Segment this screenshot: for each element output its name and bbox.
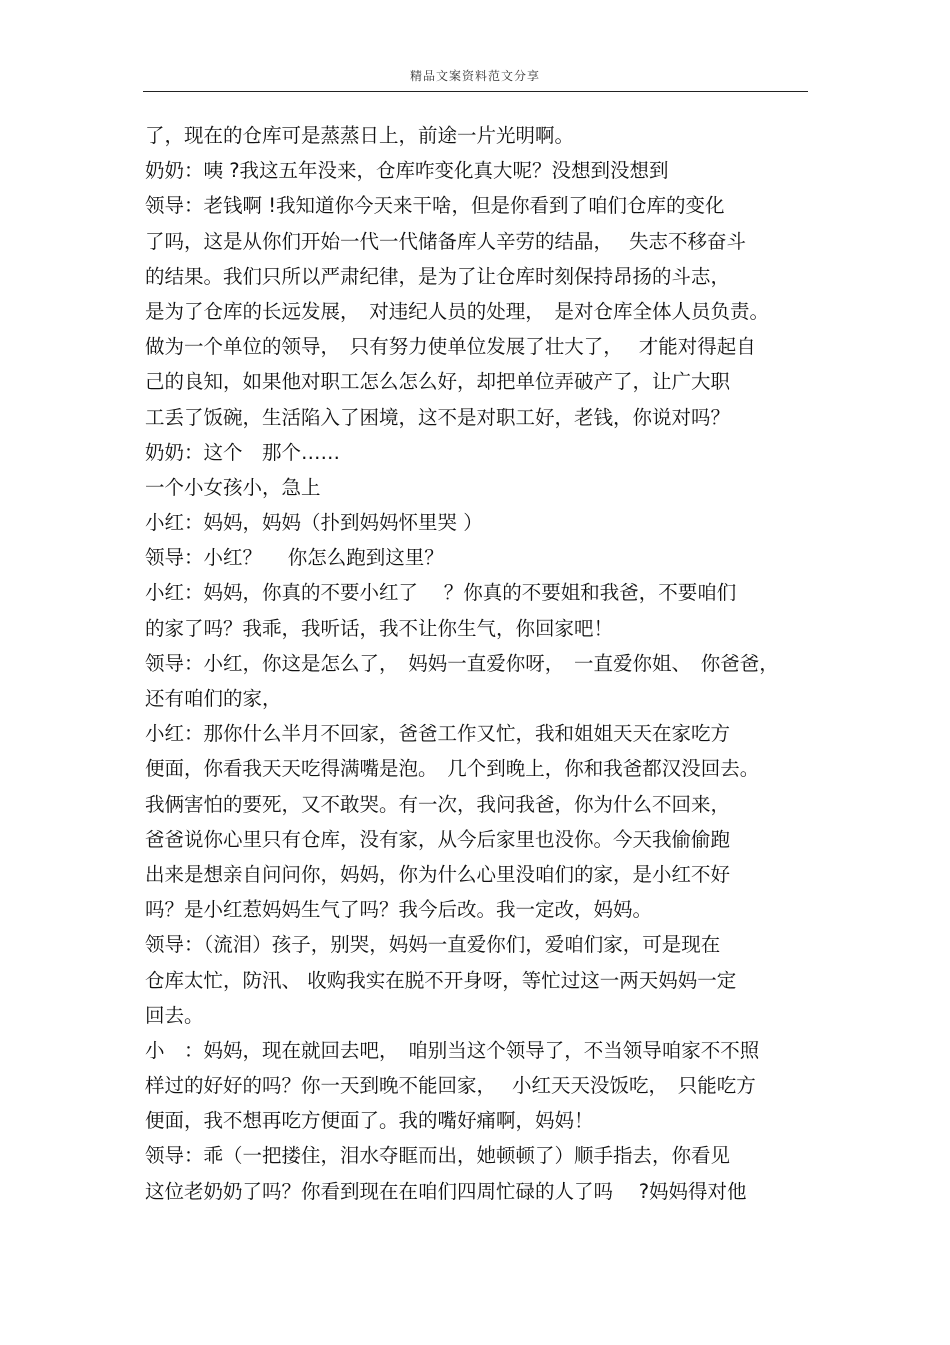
text-line: 出来是想亲自问问你，妈妈，你为什么心里没咱们的家，是小红不好 (145, 862, 731, 886)
text-line: 领导：老钱啊 !我知道你今天来干啥，但是你看到了咱们仓库的变化 (145, 194, 725, 218)
text-line: 这位老奶奶了吗？你看到现在在咱们四周忙碌的人了吗 ?妈妈得对他 (145, 1179, 747, 1203)
text-line: 奶奶：这个 那个…… (145, 440, 341, 464)
text-line: 小 ：妈妈，现在就回去吧， 咱别当这个领导了，不当领导咱家不不照 (145, 1038, 760, 1062)
text-line: 样过的好好的吗？你一天到晚不能回家， 小红天天没饭吃， 只能吃方 (145, 1074, 756, 1098)
text-line: 吗？是小红惹妈妈生气了吗？我今后改。我一定改，妈妈。 (145, 898, 653, 922)
text-line: 还有咱们的家， (145, 687, 282, 710)
text-line: 领导：乖（一把搂住，泪水夺眶而出，她顿顿了）顺手指去，你看见 (145, 1144, 731, 1168)
text-line: 爸爸说你心里只有仓库，没有家，从今后家里也没你。今天我偷偷跑 (145, 827, 731, 851)
text-line: 小红：那你什么半月不回家，爸爸工作又忙，我和姐姐天天在家吃方 (145, 722, 731, 746)
text-line: 便面，你看我天天吃得满嘴是泡。 几个到晚上，你和我爸都汉没回去。 (145, 757, 760, 781)
text-line: 了，现在的仓库可是蒸蒸日上，前途一片光明啊。 (145, 124, 575, 147)
text-line: 小红：妈妈，你真的不要小红了 ？你真的不要姐和我爸，不要咱们 (145, 581, 737, 605)
text-line: 便面，我不想再吃方便面了。我的嘴好痛啊，妈妈！ (145, 1109, 594, 1133)
header-divider (143, 91, 808, 92)
text-line: 奶奶：咦 ?我这五年没来，仓库咋变化真大呢？没想到没想到 (145, 159, 669, 183)
text-line: 领导：小红，你这是怎么了， 妈妈一直爱你呀， 一直爱你姐、 你爸爸， (145, 651, 779, 675)
text-line: 做为一个单位的领导， 只有努力使单位发展了壮大了， 才能对得起自 (145, 335, 756, 359)
text-line: 小红：妈妈，妈妈（扑到妈妈怀里哭 ） (145, 511, 483, 535)
text-line: 己的良知，如果他对职工怎么怎么好，却把单位弄破产了，让广大职 (145, 370, 731, 394)
text-line: 我俩害怕的要死，又不敢哭。有一次，我问我爸，你为什么不回来， (145, 792, 731, 816)
page-header-title: 精品文案资料范文分享 (409, 69, 540, 83)
document-body (145, 118, 825, 1209)
text-line: 了吗，这是从你们开始一代一代储备库人辛劳的结晶， 失志不移奋斗 (145, 229, 746, 253)
text-line: 工丢了饭碗，生活陷入了困境，这不是对职工好，老钱，你说对吗？ (145, 405, 731, 429)
text-line: 一个小女孩小，急上 (145, 475, 321, 499)
text-line: 回去。 (145, 1003, 204, 1027)
text-line: 领导：（流泪）孩子，别哭，妈妈一直爱你们，爱咱们家，可是现在 (145, 933, 721, 957)
text-line: 是为了仓库的长远发展， 对违纪人员的处理， 是对仓库全体人员负责。 (145, 299, 770, 323)
text-line: 的家了吗？我乖，我听话，我不让你生气，你回家吧！ (145, 616, 614, 640)
text-line: 的结果。我们只所以严肃纪律，是为了让仓库时刻保持昂扬的斗志， (145, 264, 731, 288)
text-line: 领导：小红？ 你怎么跑到这里？ (145, 546, 444, 570)
text-line: 仓库太忙，防汛、 收购我实在脱不开身呀，等忙过这一两天妈妈一定 (145, 968, 737, 992)
